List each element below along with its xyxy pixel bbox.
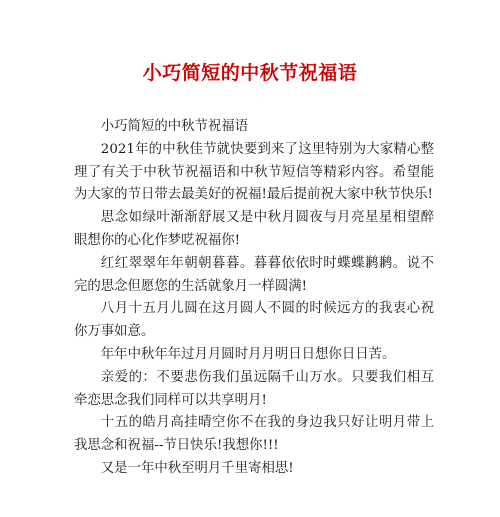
paragraph-greeting-4: 年年中秋年年过月月圆时月月明日日想你日日苦。 — [100, 346, 396, 362]
paragraph-greeting-3: 八月十五月儿圆在这月圆人不圆的时候远方的我衷心祝你万事如意。 — [74, 301, 434, 340]
paragraph-intro: 2021年的中秋佳节就快要到来了这里特别为大家精心整理了有关于中秋节祝福语和中秋节短信等精彩内容。希望能为大家的节日带去最美好的祝福!最后提前祝大家中秋节快乐! — [74, 141, 434, 203]
paragraph-greeting-1: 思念如绿叶渐渐舒展又是中秋月圆夜与月亮星星相望醉眼想你的心化作梦呓祝福你! — [74, 210, 434, 248]
paragraph-greeting-7: 又是一年中秋至明月千里寄相思! — [100, 460, 294, 476]
page-title: 小巧简短的中秋节祝福语 — [142, 62, 358, 84]
paragraph-subtitle: 小巧简短的中秋节祝福语 — [100, 119, 249, 134]
paragraph-greeting-2: 红红翠翠年年朝朝暮暮。暮暮依依时时蝶蝶鹣鹣。说不完的思念但愿您的生活就象月一样圆满! — [74, 255, 434, 294]
paragraph-greeting-5: 亲爱的：不要悲伤我们虽远隔千山万水。只要我们相互牵恋思念我们同样可以共享明月! — [74, 369, 434, 408]
paragraph-greeting-6: 十五的皓月高挂晴空你不在我的身边我只好让明月带上我思念和祝福--节日快乐!我想你!!! — [74, 415, 434, 454]
article-body — [74, 116, 434, 481]
